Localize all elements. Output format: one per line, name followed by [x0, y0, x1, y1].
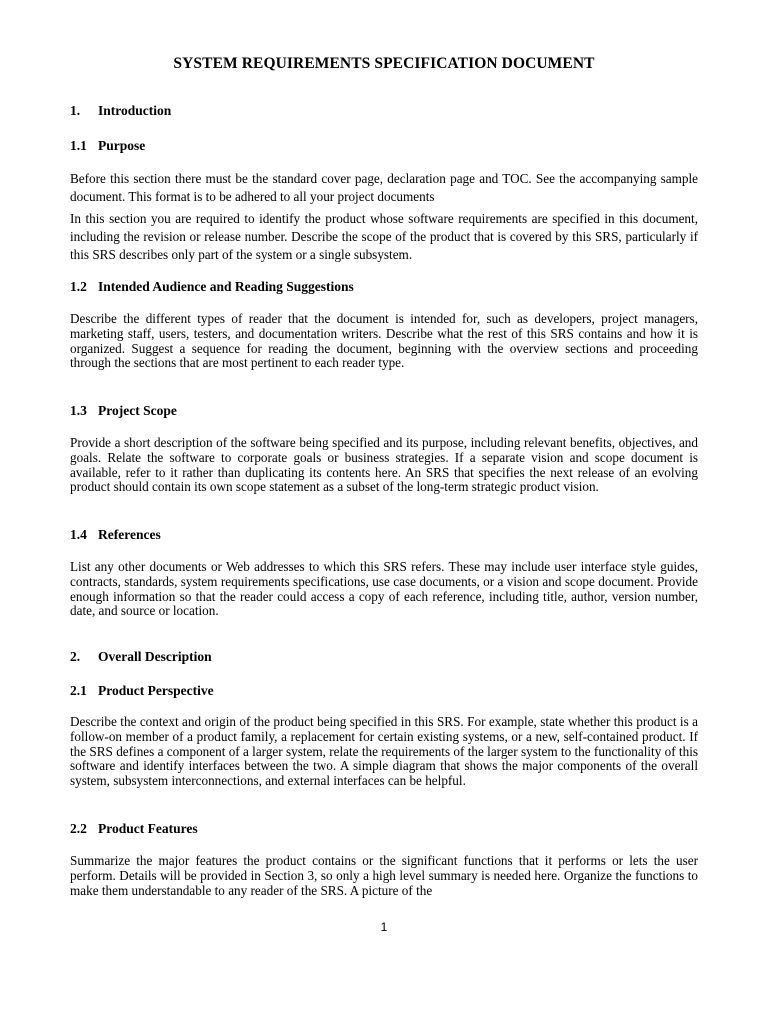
section-number: 1.	[70, 103, 81, 118]
product-features-paragraph: Summarize the major features the product contains or the significant functions that it performs or lets the user perform. Details will be provided in Section 3, so only a high level summary is needed here. Organize the functions to make them understandable to any reader of the SRS. A picture of the	[70, 853, 698, 898]
section-heading-product-perspective	[70, 683, 214, 699]
section-heading-overall-description	[70, 649, 212, 665]
section-heading-purpose	[70, 138, 145, 154]
purpose-paragraph-2: In this section you are required to identify the product whose software requirements are specified in this document, including the revision or release number. Describe the scope of the product that is covered by this SRS, particularly if this SRS describes only part of the system or a single subsystem.	[70, 211, 698, 262]
section-heading-project-scope	[70, 403, 177, 419]
section-title: Product Features	[98, 821, 198, 836]
page-number: 1	[380, 920, 388, 934]
section-heading-introduction	[70, 103, 171, 119]
section-number: 2.2	[70, 821, 87, 836]
section-title: Intended Audience and Reading Suggestions	[98, 279, 354, 294]
section-heading-references	[70, 527, 161, 543]
project-scope-paragraph: Provide a short description of the software being specified and its purpose, including relevant benefits, objectives, and goals. Relate the software to corporate goals or business strategies. If a separate vision and scope document is available, refer to it rather than duplicating its contents here. An SRS that specifies the next release of an evolving product should contain its own scope statement as a subset of the long-term strategic product vision.	[70, 435, 698, 495]
section-number: 2.1	[70, 683, 87, 698]
document-title: SYSTEM REQUIREMENTS SPECIFICATION DOCUMENT	[173, 55, 595, 72]
section-title: Product Perspective	[98, 683, 214, 698]
section-heading-product-features	[70, 821, 198, 837]
section-title: Introduction	[98, 103, 172, 118]
section-number: 1.1	[70, 138, 87, 153]
section-title: Purpose	[98, 138, 146, 153]
product-perspective-paragraph: Describe the context and origin of the product being specified in this SRS. For example, state whether this product is a follow-on member of a product family, a replacement for certain existing systems, or a new, self-contained product. If the SRS defines a component of a larger system, relate the requirements of the larger system to the functionality of this software and identify interfaces between the two. A simple diagram that shows the major components of the overall system, subsystem interconnections, and external interfaces can be helpful.	[70, 714, 698, 789]
section-title: References	[98, 527, 161, 542]
section-title: Project Scope	[98, 403, 177, 418]
section-title: Overall Description	[98, 649, 212, 664]
purpose-paragraph-1: Before this section there must be the standard cover page, declaration page and TOC. See the accompanying sample document. This format is to be adhered to all your project documents	[70, 171, 698, 204]
section-number: 1.3	[70, 403, 87, 418]
section-number: 1.4	[70, 527, 87, 542]
references-paragraph: List any other documents or Web addresses to which this SRS refers. These may include user interface style guides, contracts, standards, system requirements specifications, use case documents, or a vision and scope document. Provide enough information so that the reader could access a copy of each reference, including title, author, version number, date, and source or location.	[70, 559, 698, 619]
section-number: 1.2	[70, 279, 87, 294]
intended-audience-paragraph: Describe the different types of reader that the document is intended for, such as developers, project managers, marketing staff, users, testers, and documentation writers. Describe what the rest of this SRS contains and how it is organized. Suggest a sequence for reading the document, beginning with the overview sections and proceeding through the sections that are most pertinent to each reader type.	[70, 311, 698, 371]
section-number: 2.	[70, 649, 81, 664]
section-heading-intended-audience	[70, 279, 354, 295]
